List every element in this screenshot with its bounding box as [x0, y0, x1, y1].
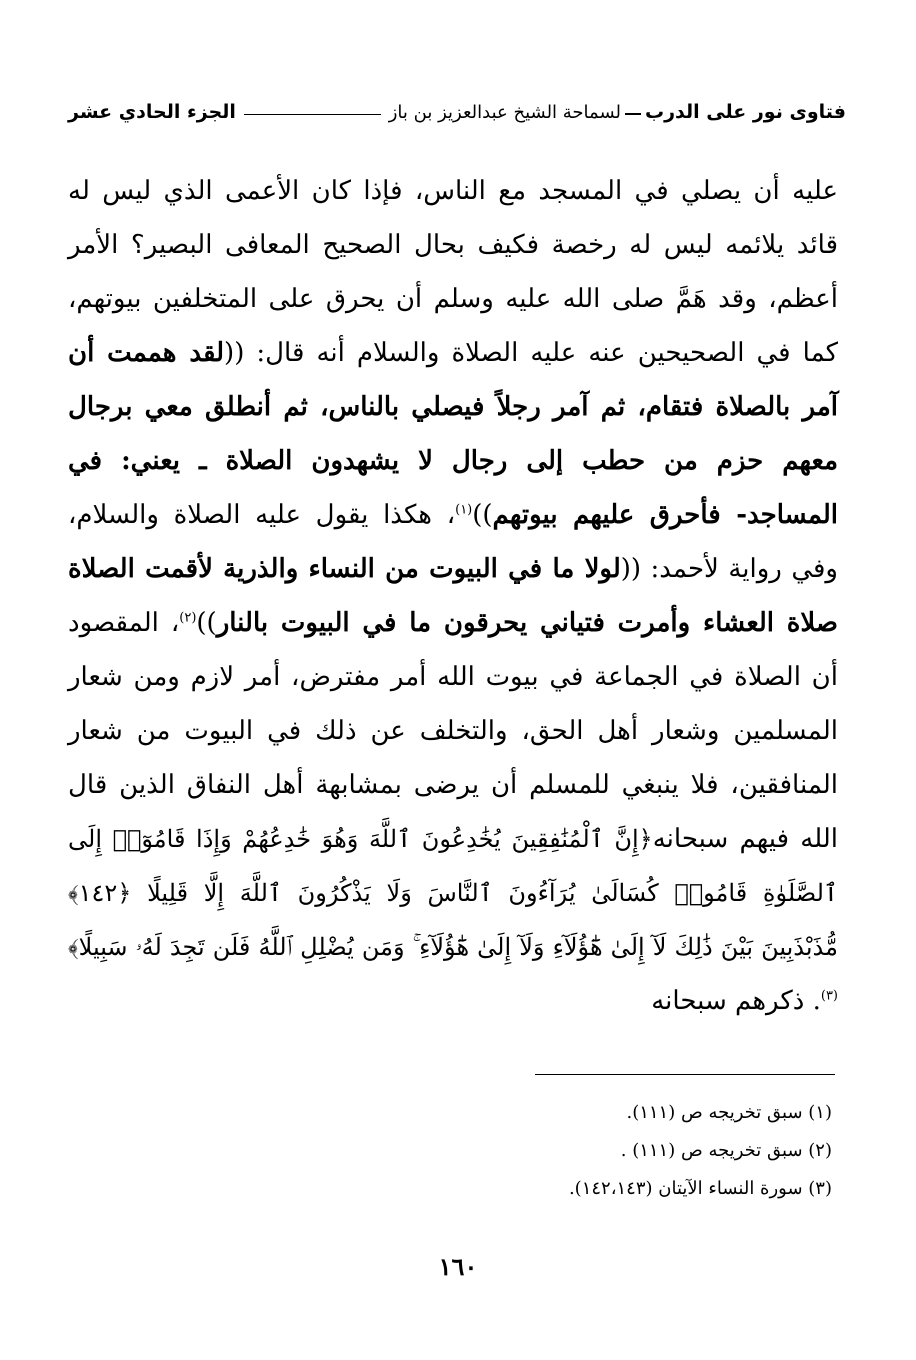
page-number: ١٦٠	[438, 1252, 478, 1281]
header-volume: الجزء الحادي عشر	[68, 101, 236, 123]
header-dash	[625, 113, 641, 115]
footnote-ref-1[interactable]: (١)	[455, 502, 473, 518]
hadith-quote-bold: لقد هممت أن آمر بالصلاة فتقام، ثم آمر رجلاً فيصلي بالناس، ثم أنطلق معي برجال معهم حزم من حطب إلى رجال لا يشهدون الصلاة ـ يعني: في المساجد- فأحرق عليهم بيوتهم	[68, 338, 838, 530]
footnote-separator	[535, 1074, 835, 1075]
text-run: ، هكذا يقول عليه الصلاة والسلام، وفي رواية لأحمد: ((	[68, 500, 838, 584]
quran-verse: ﴿إِنَّ ٱلْمُنَٰفِقِينَ يُخَٰدِعُونَ ٱللَّهَ وَهُوَ خَٰدِعُهُمْ وَإِذَا قَامُوٓا۟ إِلَى ٱلصَّلَوٰةِ قَامُوا۟ كُسَالَىٰ يُرَآءُونَ ٱلنَّاسَ وَلَا يَذْكُرُونَ ٱللَّهَ إِلَّا قَلِيلًا ﴿١٤٢﴾ مُّذَبْذَبِينَ بَيْنَ ذَٰلِكَ لَآ إِلَىٰ هَٰٓؤُلَآءِ وَلَآ إِلَىٰ هَٰٓؤُلَآءِ ۚ وَمَن يُضْلِلِ ٱللَّهُ فَلَن تَجِدَ لَهُۥ سَبِيلًا﴾	[68, 825, 838, 961]
text-run: ))	[196, 608, 217, 638]
running-header	[68, 92, 846, 132]
text-run: ))	[472, 500, 493, 530]
header-series-title: فتاوى نور على الدرب	[645, 101, 846, 123]
body-text	[68, 164, 838, 1028]
footnotes	[112, 1094, 832, 1208]
header-rule	[244, 114, 381, 115]
hadith-quote-bold: لولا ما في البيوت من النساء والذرية لأقمت الصلاة صلاة العشاء وأمرت فتياني يحرقون ما في البيوت بالنار	[68, 554, 838, 638]
footnote-item: (٣) سورة النساء الآيتان (١٤٢،١٤٣).	[568, 1178, 832, 1199]
footnote-ref-3[interactable]: (٣)	[820, 988, 838, 1004]
text-run: ، المقصود أن الصلاة في الجماعة في بيوت الله أمر مفترض، أمر لازم ومن شعار المسلمين وشعار أهل الحق، والتخلف عن ذلك في البيوت من شعار المنافقين، فلا ينبغي للمسلم أن يرضى بمشابهة أهل النفاق الذين قال الله فيهم سبحانه	[68, 608, 838, 854]
footnote-ref-2[interactable]: (٢)	[179, 610, 197, 626]
paragraph	[68, 164, 838, 1028]
footnote-item: (٢) سبق تخريجه ص (١١١) .	[620, 1140, 832, 1161]
text-run: . ذكرهم سبحانه	[651, 986, 821, 1016]
text-run: عليه أن يصلي في المسجد مع الناس، فإذا كان الأعمى الذي ليس له قائد يلائمه ليس له رخصة فكيف بحال الصحيح المعافى البصير؟ الأمر أعظم، وقد هَمَّ صلى الله عليه وسلم أن يحرق على المتخلفين بيوتهم، كما في الصحيحين عنه عليه الصلاة والسلام أنه قال: ((	[68, 176, 838, 368]
footnote-item: (١) سبق تخريجه ص (١١١).	[626, 1102, 832, 1123]
header-author: لسماحة الشيخ عبدالعزيز بن باز	[388, 101, 621, 123]
